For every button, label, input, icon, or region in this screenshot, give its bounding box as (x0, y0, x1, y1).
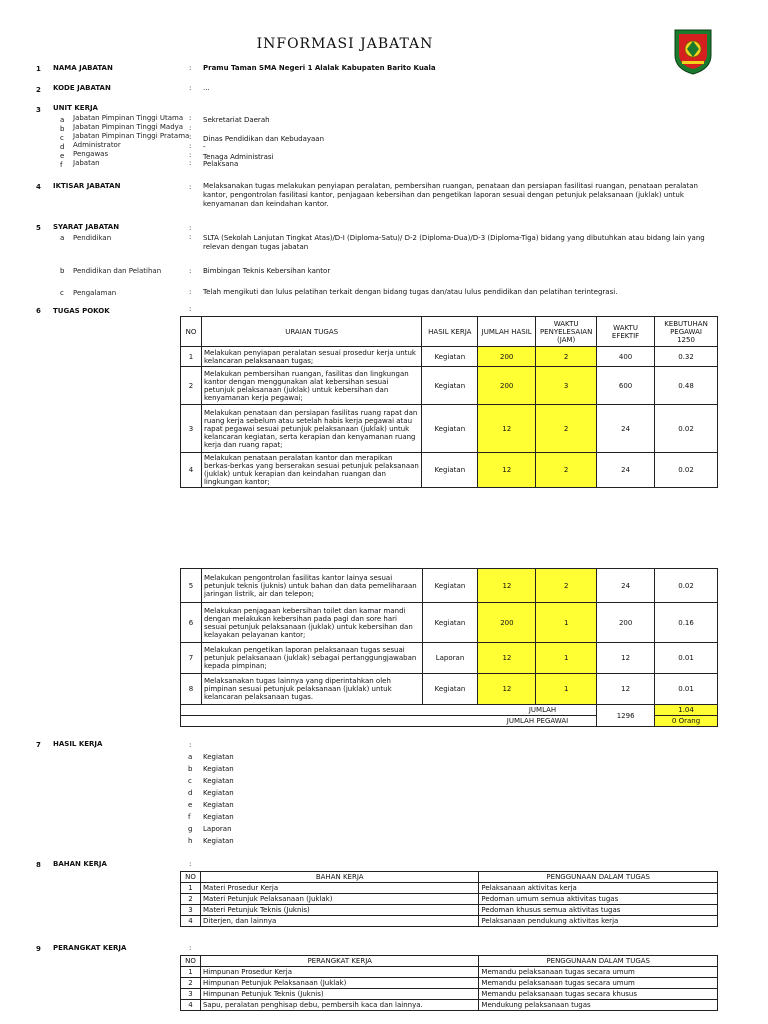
row-no: 3 (181, 405, 202, 453)
row-jumlah: 200 (478, 603, 536, 643)
colon: : (189, 124, 192, 132)
row-hasil: Kegiatan (422, 603, 478, 643)
row-kebutuhan: 0.01 (655, 643, 718, 674)
list-item: Kegiatan (203, 765, 234, 773)
row-hasil: Kegiatan (422, 405, 478, 453)
row-no: 4 (181, 453, 202, 488)
page-title: INFORMASI JABATAN (256, 36, 434, 52)
row-kebutuhan: 0.02 (655, 453, 718, 488)
jumlah-efektif: 1296 (597, 705, 655, 727)
row-efektif: 600 (597, 367, 655, 405)
table-row: 1 Materi Prosedur Kerja Pelaksanaan aktivitas kerja (181, 883, 718, 894)
row-kebutuhan: 0.02 (655, 405, 718, 453)
kode-jabatan-label: KODE JABATAN (53, 84, 111, 92)
unit-item-label: Jabatan Pimpinan Tinggi Utama (73, 114, 184, 122)
list-letter: a (188, 753, 193, 761)
perangkat-kerja-table (180, 955, 718, 1011)
list-item: Laporan (203, 825, 232, 833)
bahan-kerja-label: BAHAN KERJA (53, 860, 107, 868)
row-waktu: 1 (536, 603, 597, 643)
list-letter: h (188, 837, 193, 845)
bahan-kerja-table (180, 871, 718, 927)
list-item: Kegiatan (203, 813, 234, 821)
list-item: Kegiatan (203, 801, 234, 809)
section-number: 9 (36, 945, 41, 953)
sub-letter: b (60, 267, 65, 275)
section-number: 1 (36, 65, 41, 73)
row-jumlah: 12 (478, 453, 536, 488)
colon: : (189, 114, 192, 122)
sub-letter: f (60, 161, 63, 169)
unit-item-label: Pengawas (73, 150, 109, 158)
sub-letter: b (60, 125, 65, 133)
table-row (181, 674, 718, 705)
table-row: 2 Himpunan Petunjuk Pelaksanaan (Juklak) Memandu pelaksanaan tugas secara umum (181, 978, 718, 989)
col-header-jumlah: JUMLAH HASIL (478, 317, 536, 347)
row-hasil: Kegiatan (422, 347, 478, 367)
col-header-no: NO (181, 872, 201, 883)
jumlah-pegawai-value: 0 Orang (655, 716, 718, 727)
row-hasil: Kegiatan (422, 569, 478, 603)
col-header-no: NO (181, 317, 202, 347)
col-header-use: PENGGUNAAN DALAM TUGAS (479, 956, 718, 967)
colon: : (189, 64, 192, 72)
row-desc: Melakukan penataan dan persiapan fasilitas ruang rapat dan ruang kerja sebelum atau setelah habis kerja pegawai atau rapat pegawai sesuai petunjuk pelaksanaan (juklak) untuk kelancaran kegiatan, serta kerapian dan kenyamanan ruang kerja dan ruang rapat; (201, 405, 421, 453)
unit-kerja-label: UNIT KERJA (53, 104, 98, 112)
row-waktu: 3 (536, 367, 597, 405)
table-row: 4 Diterjen, dan lainnya Pelaksanaan pendukung aktivitas kerja (181, 916, 718, 927)
col-header-efektif: WAKTU EFEKTIF (597, 317, 655, 347)
row-jumlah: 200 (478, 347, 536, 367)
row-kebutuhan: 0.01 (655, 674, 718, 705)
jumlah-row (181, 705, 718, 716)
col-header-item: BAHAN KERJA (200, 872, 478, 883)
colon: : (189, 183, 192, 191)
row-desc: Melakukan pengetikan laporan pelaksanaan tugas sesuai petunjuk pelaksanaan (juklak) sebagai pertanggungjawaban kepada pimpinan; (201, 643, 422, 674)
unit-item-value: Tenaga Administrasi (203, 153, 274, 161)
row-efektif: 24 (597, 405, 655, 453)
diklat-label: Pendidikan dan Pelatihan (73, 267, 162, 275)
table-row: 4 Sapu, peralatan penghisap debu, pembersih kaca dan lainnya. Mendukung pelaksanaan tugas (181, 1000, 718, 1011)
row-waktu: 2 (536, 569, 597, 603)
sub-letter: c (60, 134, 64, 142)
perangkat-kerja-label: PERANGKAT KERJA (53, 944, 127, 952)
list-letter: g (188, 825, 193, 833)
row-efektif: 12 (597, 674, 655, 705)
sub-letter: a (60, 116, 65, 124)
pendidikan-value: SLTA (Sekolah Lanjutan Tingkat Atas)/D-I (Diploma-Satu)/ D-2 (Diploma-Dua)/D-3 (Diploma-Tiga) bidang yang dibutuhkan atau bidang lain yang relevan dengan tugas jabatan (203, 234, 705, 251)
row-efektif: 24 (597, 569, 655, 603)
table-row (181, 643, 718, 674)
row-efektif: 12 (597, 643, 655, 674)
tugas-pokok-table-page1 (180, 316, 718, 488)
jumlah-pegawai-label: JUMLAH PEGAWAI (181, 716, 597, 727)
colon: : (189, 860, 192, 868)
col-header-kebutuhan: KEBUTUHAN PEGAWAI 1250 (655, 317, 718, 347)
section-number: 6 (36, 307, 41, 315)
table-row: 1 Himpunan Prosedur Kerja Memandu pelaksanaan tugas secara umum (181, 967, 718, 978)
unit-item-value: Pelaksana (203, 160, 239, 168)
list-letter: d (188, 789, 193, 797)
col-header-no: NO (181, 956, 201, 967)
colon: : (189, 305, 192, 313)
section-number: 8 (36, 861, 41, 869)
col-header-use: PENGGUNAAN DALAM TUGAS (479, 872, 718, 883)
row-no: 7 (181, 643, 202, 674)
colon: : (189, 224, 192, 232)
table-header-row (181, 956, 718, 967)
row-no: 6 (181, 603, 202, 643)
row-efektif: 200 (597, 603, 655, 643)
diklat-value: Bimbingan Teknis Kebersihan kantor (203, 267, 331, 275)
table-row (181, 347, 718, 367)
row-hasil: Kegiatan (422, 367, 478, 405)
row-desc: Melakukan penyiapan peralatan sesuai prosedur kerja untuk kelancaran pelaksanaan tugas; (201, 347, 421, 367)
row-hasil: Kegiatan (422, 674, 478, 705)
col-header-uraian: URAIAN TUGAS (201, 317, 421, 347)
tugas-pokok-table-page2 (180, 568, 718, 727)
row-no: 2 (181, 367, 202, 405)
section-number: 7 (36, 741, 41, 749)
kode-jabatan-value: ... (203, 84, 210, 92)
row-desc: Melakukan pembersihan ruangan, fasilitas dan lingkungan kantor dengan menggunakan alat kebersihan sesuai petunjuk pelaksanaan (juklak) untuk kebersihan dan kenyamanan kerja pegawai; (201, 367, 421, 405)
sub-letter: e (60, 152, 65, 160)
row-kebutuhan: 0.02 (655, 569, 718, 603)
section-number: 3 (36, 106, 41, 114)
tugas-pokok-label: TUGAS POKOK (53, 307, 110, 315)
unit-item-value: Sekretariat Daerah (203, 116, 270, 124)
row-waktu: 2 (536, 453, 597, 488)
row-desc: Melakukan pengontrolan fasilitas kantor lainya sesuai petunjuk teknis (juknis) untuk bahan dan data pemeliharaan jaringan listrik, air dan telepon; (201, 569, 422, 603)
section-number: 5 (36, 224, 41, 232)
row-efektif: 400 (597, 347, 655, 367)
table-row: 3 Materi Petunjuk Teknis (Juknis) Pedoman khusus semua aktivitas tugas (181, 905, 718, 916)
table-row (181, 453, 718, 488)
row-hasil: Kegiatan (422, 453, 478, 488)
row-jumlah: 12 (478, 674, 536, 705)
row-jumlah: 12 (478, 569, 536, 603)
unit-item-label: Administrator (73, 141, 121, 149)
colon: : (189, 151, 192, 159)
list-item: Kegiatan (203, 789, 234, 797)
jumlah-kebutuhan: 1.04 (655, 705, 718, 716)
regional-crest-icon (672, 27, 714, 75)
colon: : (189, 267, 192, 275)
syarat-label: SYARAT JABATAN (53, 223, 120, 231)
colon: : (189, 133, 192, 141)
col-header-waktu: WAKTU PENYELESAIAN (JAM) (536, 317, 597, 347)
colon: : (189, 84, 192, 92)
row-no: 8 (181, 674, 202, 705)
table-header-row (181, 317, 718, 347)
col-header-item: PERANGKAT KERJA (200, 956, 478, 967)
colon: : (189, 233, 192, 241)
row-desc: Melakukan penataan peralatan kantor dan merapikan berkas-berkas yang berserakan sesuai petunjuk pelaksanaan (juklak) untuk kerapian dan keindahan ruangan dan lingkungan kantor; (201, 453, 421, 488)
list-letter: f (188, 813, 191, 821)
table-row (181, 603, 718, 643)
pengalaman-label: Pengalaman (73, 289, 117, 297)
row-hasil: Laporan (422, 643, 478, 674)
list-item: Kegiatan (203, 753, 234, 761)
nama-jabatan-label: NAMA JABATAN (53, 64, 113, 72)
sub-letter: d (60, 143, 65, 151)
row-desc: Melakukan penjagaan kebersihan toilet dan kamar mandi dengan melakukan kebersihan pada pagi dan sore hari sesuai petunjuk pelaksanaan (juklak) untuk kebersihan dan kelayakan pelayanan kantor; (201, 603, 422, 643)
iktisar-label: IKTISAR JABATAN (53, 182, 121, 190)
row-efektif: 24 (597, 453, 655, 488)
iktisar-value: Melaksanakan tugas melakukan penyiapan peralatan, pembersihan ruangan, penataan dan persiapan fasilitasi ruangan, penataan peralatan kantor, pengontrolan fasilitasi kantor, penjagaan kebersihan dan pengetikan laporan sesuai dengan petunjuk pelaksanaan (juklak) untuk kenyamanan dan keindahan kantor. (203, 182, 698, 208)
hasil-kerja-label: HASIL KERJA (53, 740, 103, 748)
list-letter: c (188, 777, 192, 785)
unit-item-label: Jabatan Pimpinan Tinggi Madya (73, 123, 184, 131)
colon: : (189, 741, 192, 749)
pendidikan-label: Pendidikan (73, 234, 112, 242)
sub-letter: a (60, 234, 65, 242)
table-header-row (181, 872, 718, 883)
row-kebutuhan: 0.16 (655, 603, 718, 643)
section-number: 4 (36, 183, 41, 191)
row-jumlah: 200 (478, 367, 536, 405)
row-no: 1 (181, 347, 202, 367)
list-item: Kegiatan (203, 837, 234, 845)
list-letter: b (188, 765, 193, 773)
list-letter: e (188, 801, 193, 809)
row-waktu: 2 (536, 405, 597, 453)
row-desc: Melaksanakan tugas lainnya yang diperintahkan oleh pimpinan sesuai petunjuk pelaksanaan (juklak) untuk kelancaran pelaksanaan tugas. (201, 674, 422, 705)
row-waktu: 1 (536, 643, 597, 674)
unit-item-value: - (203, 143, 206, 151)
row-waktu: 2 (536, 347, 597, 367)
colon: : (189, 944, 192, 952)
jumlah-label: JUMLAH (181, 705, 597, 716)
unit-item-label: Jabatan (73, 159, 100, 167)
row-kebutuhan: 0.48 (655, 367, 718, 405)
col-header-hasil: HASIL KERJA (422, 317, 478, 347)
pengalaman-value: Telah mengikuti dan lulus pelatihan terkait dengan bidang tugas dan/atau lulus pendidikan dan pelatihan terintegrasi. (203, 288, 618, 296)
sub-letter: c (60, 289, 64, 297)
table-row: 2 Materi Petunjuk Pelaksanaan (Juklak) Pedoman umum semua aktivitas tugas (181, 894, 718, 905)
unit-item-value: Dinas Pendidikan dan Kebudayaan (203, 135, 325, 143)
colon: : (189, 159, 192, 167)
table-row (181, 405, 718, 453)
section-number: 2 (36, 86, 41, 94)
colon: : (189, 288, 192, 296)
row-jumlah: 12 (478, 405, 536, 453)
unit-item-label: Jabatan Pimpinan Tinggi Pratama (73, 132, 190, 140)
colon: : (189, 142, 192, 150)
table-row (181, 569, 718, 603)
row-kebutuhan: 0.32 (655, 347, 718, 367)
row-waktu: 1 (536, 674, 597, 705)
nama-jabatan-value: Pramu Taman SMA Negeri 1 Alalak Kabupaten Barito Kuala (203, 64, 436, 72)
row-jumlah: 12 (478, 643, 536, 674)
row-no: 5 (181, 569, 202, 603)
list-item: Kegiatan (203, 777, 234, 785)
table-row (181, 367, 718, 405)
table-row: 3 Himpunan Petunjuk Teknis (Juknis) Memandu pelaksanaan tugas secara khusus (181, 989, 718, 1000)
